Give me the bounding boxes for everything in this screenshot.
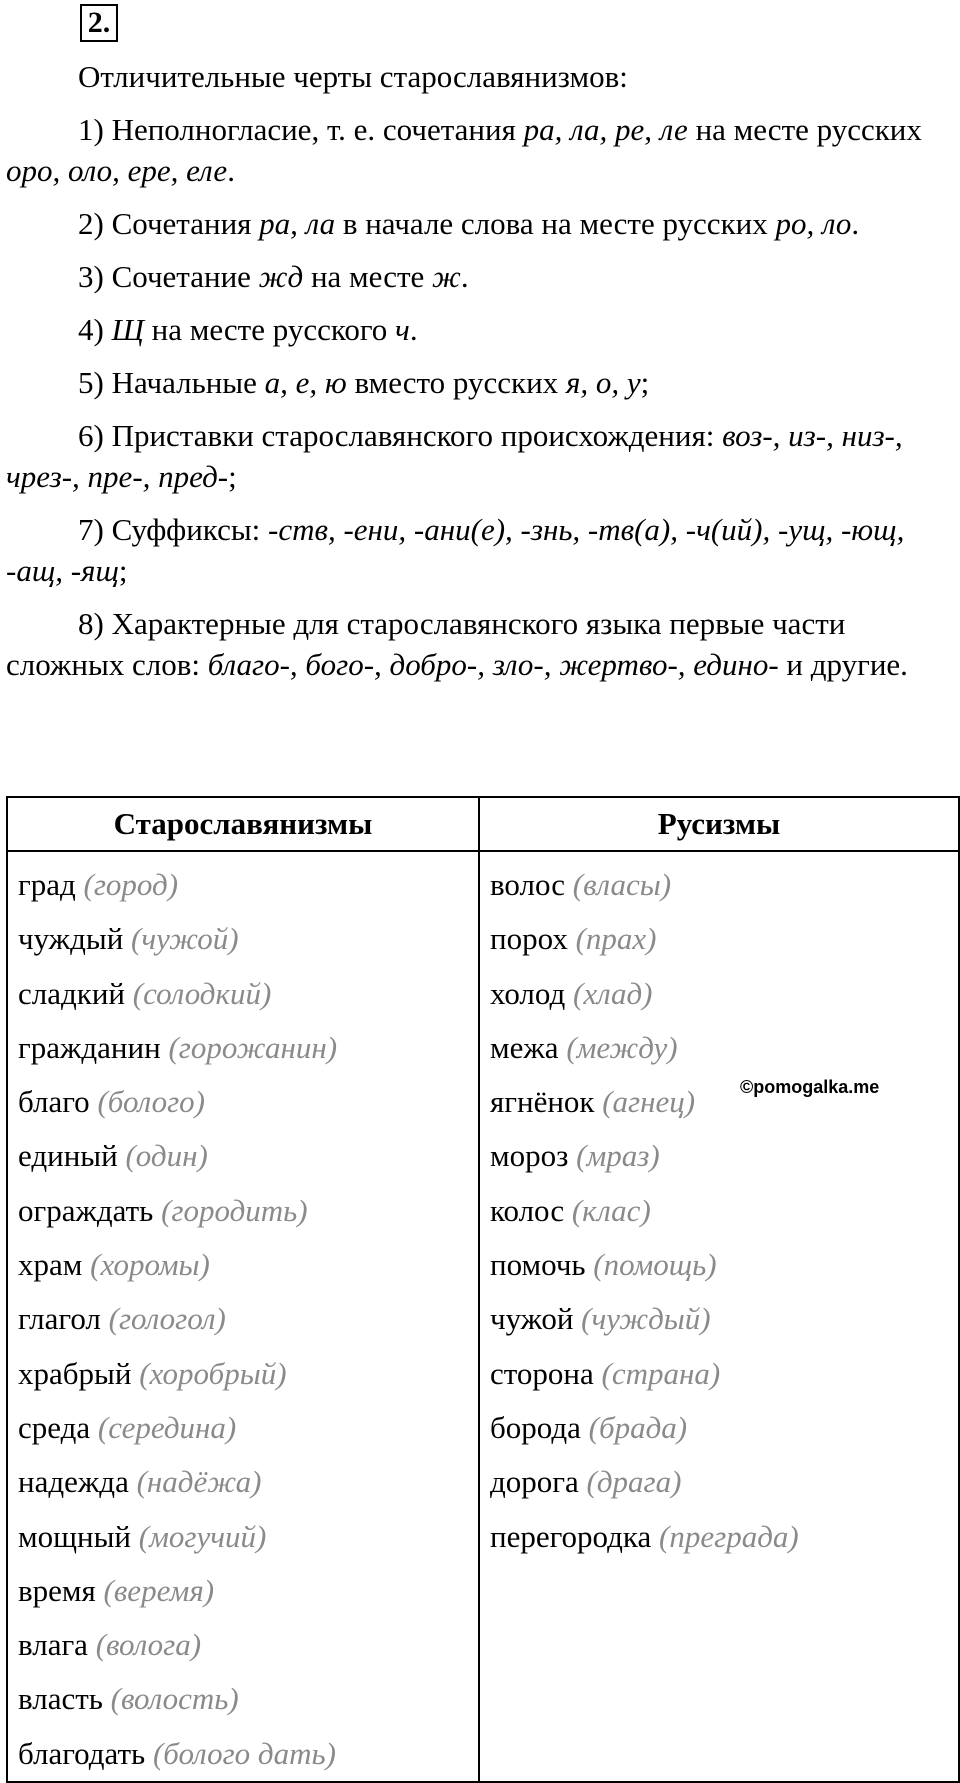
task-number: 2.	[80, 4, 118, 42]
word: чужой	[490, 1301, 574, 1337]
rule-text: .	[227, 153, 235, 188]
word-pair	[18, 912, 478, 966]
word-pair	[18, 1618, 478, 1672]
rule-example: -ств, -ени, -ани(е), -знь, -тв(а), -ч(ий), -ущ, -ющ, -ащ, -ящ	[6, 512, 905, 588]
word-pair	[18, 1021, 478, 1075]
word-pair	[490, 1238, 958, 1292]
word-variant: (болого)	[97, 1084, 205, 1120]
word-pair	[18, 1292, 478, 1346]
word: среда	[18, 1409, 91, 1445]
rule-item	[6, 509, 950, 591]
rule-example: ч	[395, 312, 410, 347]
word-variant: (хоробрый)	[139, 1355, 287, 1391]
word: сладкий	[18, 975, 126, 1011]
rule-text: ;	[640, 365, 650, 400]
rule-text: ;	[118, 553, 128, 588]
rule-text: на месте	[303, 259, 433, 294]
word: град	[18, 867, 76, 902]
word-variant: (брада)	[588, 1409, 688, 1445]
word: храбрый	[18, 1355, 132, 1391]
rule-text: вместо русских	[346, 365, 566, 400]
word: благо	[18, 1084, 90, 1120]
word-variant: (могучий)	[138, 1518, 267, 1554]
header-russian: Русизмы	[479, 797, 959, 851]
word-pair	[490, 858, 958, 912]
word-pair	[490, 1347, 958, 1401]
word-variant: (гологол)	[108, 1301, 226, 1337]
word: мощный	[18, 1518, 131, 1554]
word-pair	[490, 1292, 958, 1346]
rule-text: и другие.	[778, 647, 908, 682]
word: колос	[490, 1192, 565, 1228]
rule-example: воз-, из-, низ-, чрез-, пре-, пред-	[6, 418, 903, 494]
header-old-slavonic: Старославянизмы	[7, 797, 479, 851]
watermark: ©pomogalka.me	[740, 1077, 880, 1097]
word: порох	[490, 921, 568, 957]
word: мороз	[490, 1138, 569, 1174]
column-old-slavonic	[7, 851, 479, 1782]
word-variant: (надёжа)	[136, 1464, 262, 1500]
word-variant: (волога)	[95, 1627, 202, 1663]
word-variant: (болого дать)	[152, 1735, 336, 1771]
rule-text: ;	[228, 459, 237, 494]
word-variant: (горожанин)	[168, 1029, 338, 1065]
word-variant: (преграда)	[659, 1518, 799, 1554]
word-pair	[18, 1401, 478, 1455]
rule-example: ж	[432, 259, 461, 294]
rule-example: ра, ла	[259, 206, 336, 241]
word-pair	[18, 858, 478, 912]
word-variant: (городить)	[161, 1192, 308, 1228]
rule-example: а, е, ю	[264, 365, 347, 400]
rule-text: 8) Характерные для старославянского языка первые части сложных слов:	[6, 606, 846, 682]
rule-text: 3) Сочетание	[78, 259, 259, 294]
rule-example: ро, ло	[775, 206, 852, 241]
rule-text: в начале слова на месте русских	[335, 206, 776, 241]
rule-text: 6) Приставки старославянского происхождения:	[78, 418, 723, 453]
word-variant: (середина)	[97, 1409, 237, 1445]
word: помочь	[490, 1247, 586, 1283]
word-pair	[18, 1075, 478, 1129]
word-pair	[18, 1238, 478, 1292]
word: власть	[18, 1681, 103, 1717]
word-variant: (клас)	[571, 1192, 651, 1228]
rule-example: жд	[258, 259, 304, 294]
rule-text: на месте русского	[143, 312, 396, 347]
word-variant: (агнец)	[602, 1084, 696, 1120]
rule-item	[6, 309, 950, 350]
rule-text: 4)	[78, 312, 112, 347]
word-variant: (чуждый)	[581, 1301, 711, 1337]
word-pair	[490, 1075, 958, 1129]
word-variant: (хлад)	[573, 975, 653, 1011]
word-pair	[18, 1455, 478, 1509]
word-pair	[18, 1184, 478, 1238]
rule-item	[6, 256, 950, 297]
heading: Отличительные черты старославянизмов:	[78, 59, 628, 94]
word-variant: (мраз)	[576, 1138, 660, 1174]
word: время	[18, 1572, 96, 1608]
word-pair	[18, 1727, 478, 1781]
word: надежда	[18, 1464, 129, 1500]
word-pair	[490, 1129, 958, 1183]
rule-text: .	[460, 259, 469, 294]
rule-example: благо-, бого-, добро-, зло-, жертво-, едино-	[207, 647, 779, 682]
word-pair	[490, 1401, 958, 1455]
rule-item	[6, 415, 950, 497]
word: холод	[490, 975, 566, 1011]
rule-item	[6, 362, 950, 403]
word-pair	[490, 912, 958, 966]
column-russian	[479, 851, 959, 1782]
word-variant: (веремя)	[103, 1572, 215, 1608]
rule-text: .	[851, 206, 860, 241]
word: ягнёнок	[490, 1084, 595, 1120]
comparison-table	[6, 796, 960, 1783]
word: благодать	[18, 1735, 146, 1771]
word-pair	[490, 1455, 958, 1509]
word-variant: (город)	[83, 867, 179, 902]
word: борода	[490, 1409, 581, 1445]
word-variant: (власы)	[572, 867, 672, 902]
rule-item	[6, 603, 950, 685]
word-variant: (помощь)	[593, 1247, 717, 1283]
word-variant: (страна)	[601, 1355, 721, 1391]
rule-item	[6, 109, 950, 191]
word-variant: (драга)	[586, 1464, 682, 1500]
rules-list	[6, 109, 950, 685]
word: глагол	[18, 1301, 101, 1337]
word: волос	[490, 867, 566, 902]
word: чуждый	[18, 921, 124, 957]
word: влага	[18, 1627, 88, 1663]
word: сторона	[490, 1355, 594, 1391]
word-pair	[490, 1021, 958, 1075]
word-pair	[490, 1510, 958, 1564]
word-pair	[490, 967, 958, 1021]
word-pair	[490, 1184, 958, 1238]
rule-text: 2) Сочетания	[78, 206, 260, 241]
word: перегородка	[490, 1518, 652, 1554]
word-pair	[18, 1129, 478, 1183]
word: гражданин	[18, 1029, 161, 1065]
word: межа	[490, 1029, 559, 1065]
word: единый	[18, 1138, 118, 1174]
word-pair	[18, 1347, 478, 1401]
word: дорога	[490, 1464, 579, 1500]
rule-item	[6, 203, 950, 244]
word-pair	[18, 967, 478, 1021]
word: ограждать	[18, 1192, 154, 1228]
word-variant: (чужой)	[131, 921, 239, 957]
rule-text: 5) Начальные	[78, 365, 265, 400]
word-variant: (прах)	[575, 921, 657, 957]
rule-example: ра, ла, ре, ле	[523, 112, 688, 147]
word-pair	[18, 1564, 478, 1618]
word-variant: (хоромы)	[90, 1247, 210, 1283]
word-variant: (солодкий)	[132, 975, 272, 1011]
word-variant: (волость)	[110, 1681, 239, 1717]
rule-example: я, о, у	[565, 365, 641, 400]
rule-example: оро, оло, ере, еле	[6, 153, 228, 188]
rule-text: на месте русских	[687, 112, 922, 147]
word-variant: (между)	[566, 1029, 678, 1065]
rule-text: 7) Суффиксы:	[78, 512, 269, 547]
word: храм	[18, 1247, 83, 1283]
rules-text	[6, 56, 950, 697]
word-variant: (один)	[125, 1138, 208, 1174]
rule-text: .	[409, 312, 418, 347]
rule-example: Щ	[111, 312, 144, 347]
word-pair	[18, 1672, 478, 1726]
word-pair	[18, 1510, 478, 1564]
rule-text: 1) Неполногласие, т. е. сочетания	[78, 112, 524, 147]
